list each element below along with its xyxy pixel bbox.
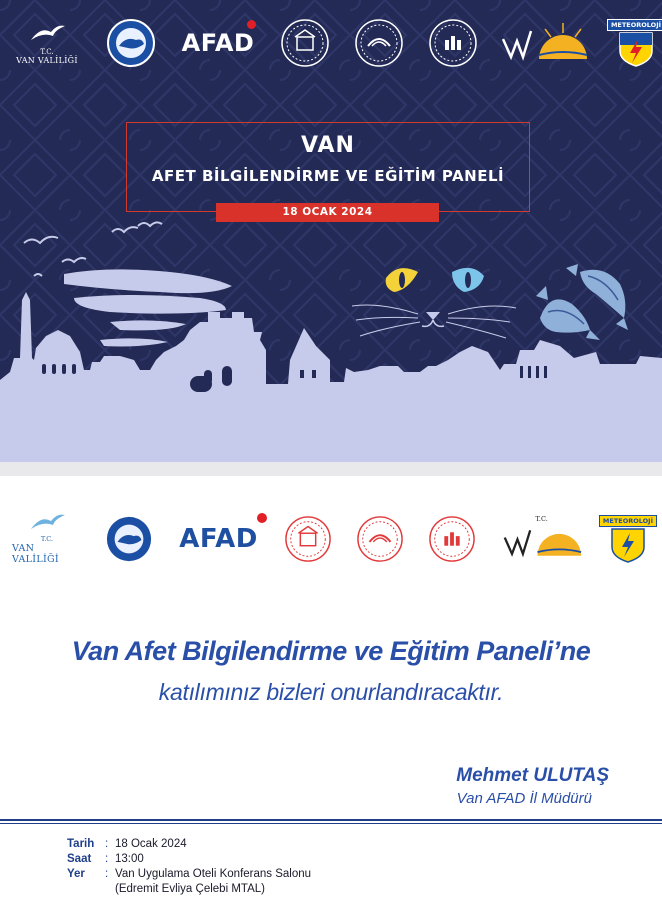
detail-value: Van Uygulama Oteli Konferans Salonu xyxy=(115,867,312,880)
lightning-shield-icon xyxy=(610,527,646,563)
aile-sosyal-logo xyxy=(427,511,477,567)
page-gap xyxy=(0,462,662,476)
afad-wordmark: AFAD xyxy=(181,29,255,57)
meteoroloji-label: METEOROLOJİ xyxy=(599,515,657,527)
detail-value: 18 Ocak 2024 xyxy=(115,837,187,850)
signatory-name: Mehmet ULUTAŞ xyxy=(456,765,609,786)
invitation-card xyxy=(0,476,662,900)
venue-extra: (Edremit Evliya Çelebi MTAL) xyxy=(115,882,265,895)
seagulls-icon xyxy=(24,222,162,276)
vali-name-label: VAN VALİLİĞİ xyxy=(12,543,59,565)
divider-line xyxy=(0,823,662,824)
vali-tc-label: T.C. xyxy=(40,535,54,543)
invitation-subline: katılımınız bizleri onurlandıracaktır. xyxy=(158,679,504,705)
detail-row-date xyxy=(67,836,311,851)
detail-colon: : xyxy=(105,852,109,865)
divider-line xyxy=(0,819,662,821)
vanbel-tc-label: T.C. xyxy=(535,515,548,523)
vali-name-label: VAN VALİLİĞİ xyxy=(16,55,78,65)
bird-icon xyxy=(27,513,67,535)
signatory-title: Van AFAD İl Müdürü xyxy=(456,790,592,807)
detail-row-time xyxy=(67,851,311,866)
inci-kefali-fish-illustration xyxy=(536,264,628,340)
detail-row-venue xyxy=(67,866,311,881)
detail-value: 13:00 xyxy=(115,852,144,865)
turkish-flag-icon xyxy=(257,513,267,523)
university-logo xyxy=(104,511,154,567)
afad-logo xyxy=(177,511,261,567)
vali-tc-label: T.C. xyxy=(40,47,54,56)
event-title: VAN xyxy=(301,133,355,158)
afad-wordmark: AFAD xyxy=(179,524,258,554)
van-buyuksehir-logo xyxy=(500,511,584,567)
partner-logo-bar-light xyxy=(12,510,654,568)
event-details xyxy=(67,836,311,896)
meteoroloji-label: METEOROLOJİ xyxy=(607,19,662,31)
university-seal-icon xyxy=(105,515,153,563)
detail-colon: : xyxy=(105,837,109,850)
van-cat-illustration xyxy=(352,268,516,338)
kizilay-logo xyxy=(355,511,405,567)
van-sun-icon xyxy=(500,523,584,563)
detail-label: Saat xyxy=(67,852,92,865)
detail-label: Yer xyxy=(67,867,85,880)
event-subtitle: AFET BİLGİLENDİRME VE EĞİTİM PANELİ xyxy=(151,167,505,185)
milli-egitim-logo xyxy=(283,511,333,567)
event-date-banner: 18 OCAK 2024 xyxy=(216,203,439,222)
detail-colon: : xyxy=(105,867,109,880)
detail-label: Tarih xyxy=(67,837,95,850)
education-seal-icon xyxy=(284,515,332,563)
crescent-seal-icon xyxy=(356,515,404,563)
van-valiligi-logo xyxy=(12,511,82,567)
invitation-headline: Van Afet Bilgilendirme ve Eğitim Paneli’ne xyxy=(71,636,591,666)
family-seal-icon xyxy=(428,515,476,563)
meteoroloji-logo xyxy=(602,511,654,567)
